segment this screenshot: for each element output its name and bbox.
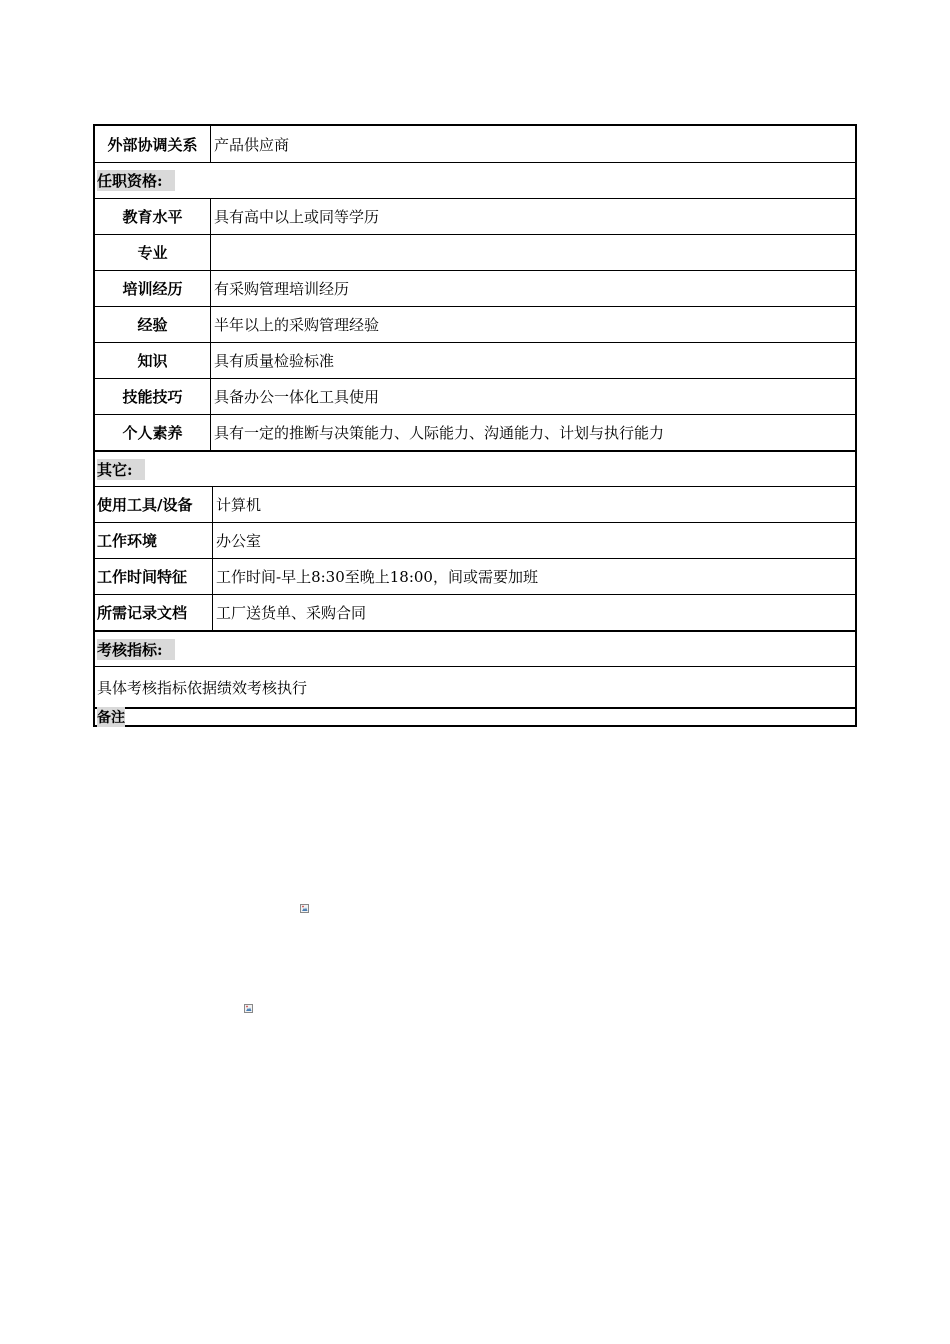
kpi-text-row [95, 666, 855, 707]
external-coordination-row [95, 126, 855, 162]
training-row [95, 270, 855, 306]
knowledge-row [95, 342, 855, 378]
documents-label: 所需记录文档 [95, 595, 213, 630]
documents-value: 工厂送货单、采购合同 [216, 604, 367, 622]
broken-image-icon [300, 904, 309, 913]
environment-value: 办公室 [216, 532, 262, 550]
kpi-text: 具体考核指标依据绩效考核执行 [97, 678, 308, 697]
education-row [95, 198, 855, 234]
experience-label: 经验 [95, 307, 211, 342]
work-hours-label: 工作时间特征 [95, 559, 213, 594]
experience-row [95, 306, 855, 342]
tools-row [95, 486, 855, 522]
environment-label: 工作环境 [95, 523, 213, 558]
external-coordination-value: 产品供应商 [214, 135, 290, 154]
environment-row [95, 522, 855, 558]
note-section-row [95, 707, 855, 725]
documents-row [95, 594, 855, 630]
kpi-section-row [95, 630, 855, 666]
experience-value: 半年以上的采购管理经验 [214, 316, 380, 334]
qualifications-heading [95, 163, 175, 198]
skills-row [95, 378, 855, 414]
note-heading-text: 备注 [97, 707, 125, 727]
knowledge-value: 具有质量检验标准 [214, 352, 335, 370]
major-value [211, 235, 855, 270]
other-section-row [95, 450, 855, 486]
work-hours-row [95, 558, 855, 594]
job-description-table [93, 124, 857, 727]
personal-qualities-value: 具有一定的推断与决策能力、人际能力、沟通能力、计划与执行能力 [214, 424, 665, 442]
personal-qualities-label: 个人素养 [95, 415, 211, 450]
skills-value: 具备办公一体化工具使用 [214, 388, 380, 406]
work-hours-value: 工作时间-早上8:30至晚上18:00，间或需要加班 [216, 568, 538, 586]
qualifications-section-row [95, 162, 855, 198]
kpi-heading [95, 632, 175, 666]
education-value: 具有高中以上或同等学历 [214, 208, 380, 226]
other-heading [95, 452, 145, 486]
other-heading-text: 其它: [97, 459, 145, 480]
external-coordination-label: 外部协调关系 [95, 126, 211, 162]
skills-label: 技能技巧 [95, 379, 211, 414]
note-heading [95, 709, 125, 725]
training-value: 有采购管理培训经历 [214, 280, 350, 298]
tools-value: 计算机 [216, 496, 262, 514]
education-label: 教育水平 [95, 199, 211, 234]
personal-qualities-row [95, 414, 855, 450]
qualifications-heading-text: 任职资格: [97, 170, 175, 191]
major-row [95, 234, 855, 270]
major-label: 专业 [95, 235, 211, 270]
tools-label: 使用工具/设备 [95, 487, 213, 522]
training-label: 培训经历 [95, 271, 211, 306]
knowledge-label: 知识 [95, 343, 211, 378]
kpi-heading-text: 考核指标: [97, 639, 175, 660]
broken-image-icon [244, 1004, 253, 1013]
